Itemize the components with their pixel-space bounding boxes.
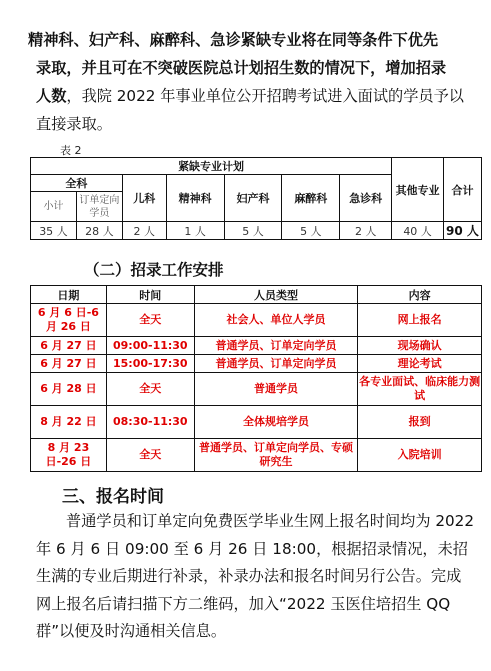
general-practice-header: 全科 bbox=[31, 175, 123, 192]
col-header-emergency: 急诊科 bbox=[340, 175, 392, 222]
row-date: 8 月 22 日 bbox=[31, 406, 107, 439]
row-content: 网上报名 bbox=[358, 304, 482, 337]
shortage-plan-table bbox=[30, 157, 482, 240]
emergency-value: 2 人 bbox=[340, 222, 392, 240]
header-date: 日期 bbox=[31, 286, 107, 304]
row-content: 理论考试 bbox=[358, 355, 482, 373]
anesthesia-value: 5 人 bbox=[282, 222, 340, 240]
row-time: 全天 bbox=[106, 373, 194, 406]
section-2-title: （二）招录工作安排 bbox=[84, 261, 224, 279]
order-directed-value: 28 人 bbox=[76, 222, 122, 240]
table-row bbox=[31, 355, 482, 373]
subtotal-header: 小计 bbox=[31, 192, 77, 222]
table-row bbox=[31, 337, 482, 355]
group-header: 紧缺专业计划 bbox=[31, 158, 392, 175]
recruitment-schedule-table bbox=[30, 285, 482, 472]
row-time: 全天 bbox=[106, 439, 194, 472]
row-time: 全天 bbox=[106, 304, 194, 337]
order-directed-header: 订单定向学员 bbox=[76, 192, 122, 222]
subtotal-value: 35 人 bbox=[31, 222, 77, 240]
row-date: 8 月 23 日-26 日 bbox=[31, 439, 107, 472]
table-row bbox=[31, 304, 482, 337]
row-person-type: 社会人、单位人学员 bbox=[194, 304, 358, 337]
row-date: 6 月 27 日 bbox=[31, 355, 107, 373]
col-header-anesthesia: 麻醉科 bbox=[282, 175, 340, 222]
row-person-type: 普通学员、订单定向学员 bbox=[194, 337, 358, 355]
row-person-type: 普通学员 bbox=[194, 373, 358, 406]
row-content: 报到 bbox=[358, 406, 482, 439]
row-content: 现场确认 bbox=[358, 337, 482, 355]
other-major-value: 40 人 bbox=[392, 222, 444, 240]
intro-line-3-rest: ，我院 2022 年事业单位公开招聘考试进入面试的学员予以 bbox=[66, 87, 464, 105]
row-time: 09:00-11:30 bbox=[106, 337, 194, 355]
row-person-type: 普通学员、订单定向学员、专硕研究生 bbox=[194, 439, 358, 472]
row-date: 6 月 27 日 bbox=[31, 337, 107, 355]
row-date: 6 月 6 日-6 月 26 日 bbox=[31, 304, 107, 337]
table-row bbox=[31, 406, 482, 439]
intro-line-2: 录取，并且可在不突破医院总计划招生数的情况下，增加招录 bbox=[36, 59, 447, 77]
row-content: 各专业面试、临床能力测试 bbox=[358, 373, 482, 406]
psychiatry-value: 1 人 bbox=[166, 222, 224, 240]
intro-line-3-bold: 人数 bbox=[36, 87, 67, 105]
row-time: 08:30-11:30 bbox=[106, 406, 194, 439]
row-person-type: 全体规培学员 bbox=[194, 406, 358, 439]
row-date: 6 月 28 日 bbox=[31, 373, 107, 406]
row-content: 入院培训 bbox=[358, 439, 482, 472]
col-header-psychiatry: 精神科 bbox=[166, 175, 224, 222]
intro-line-3 bbox=[36, 82, 476, 110]
col-header-pediatrics: 儿科 bbox=[122, 175, 166, 222]
table-row bbox=[31, 373, 482, 406]
header-person-type: 人员类型 bbox=[194, 286, 358, 304]
other-major-header: 其他专业 bbox=[392, 158, 444, 222]
section-3-title: 三、报名时间 bbox=[62, 487, 164, 507]
row-time: 15:00-17:30 bbox=[106, 355, 194, 373]
intro-paragraph bbox=[28, 26, 476, 138]
intro-line-4: 直接录取。 bbox=[36, 115, 112, 133]
table-row bbox=[31, 439, 482, 472]
col-header-obgyn: 妇产科 bbox=[224, 175, 282, 222]
total-header: 合计 bbox=[444, 158, 482, 222]
header-time: 时间 bbox=[106, 286, 194, 304]
obgyn-value: 5 人 bbox=[224, 222, 282, 240]
row-person-type: 普通学员、订单定向学员 bbox=[194, 355, 358, 373]
table-caption: 表 2 bbox=[60, 144, 82, 157]
total-value: 90 人 bbox=[444, 222, 482, 240]
header-content: 内容 bbox=[358, 286, 482, 304]
pediatrics-value: 2 人 bbox=[122, 222, 166, 240]
intro-line-1: 精神科、妇产科、麻醉科、急诊紧缺专业将在同等条件下优先 bbox=[28, 31, 439, 49]
section-3-paragraph: 普通学员和订单定向免费医学毕业生网上报名时间均为 2022 年 6 月 6 日 09:00 至 6 月 26 日 18:00，根据招录情况，未招生满的专业后期进行补录，补录办法和报名时间另行公告。完成网上报名后请扫描下方二维码，加入“2022 玉医住培招生 QQ 群”以便及时沟通相关信息。 bbox=[36, 512, 474, 640]
